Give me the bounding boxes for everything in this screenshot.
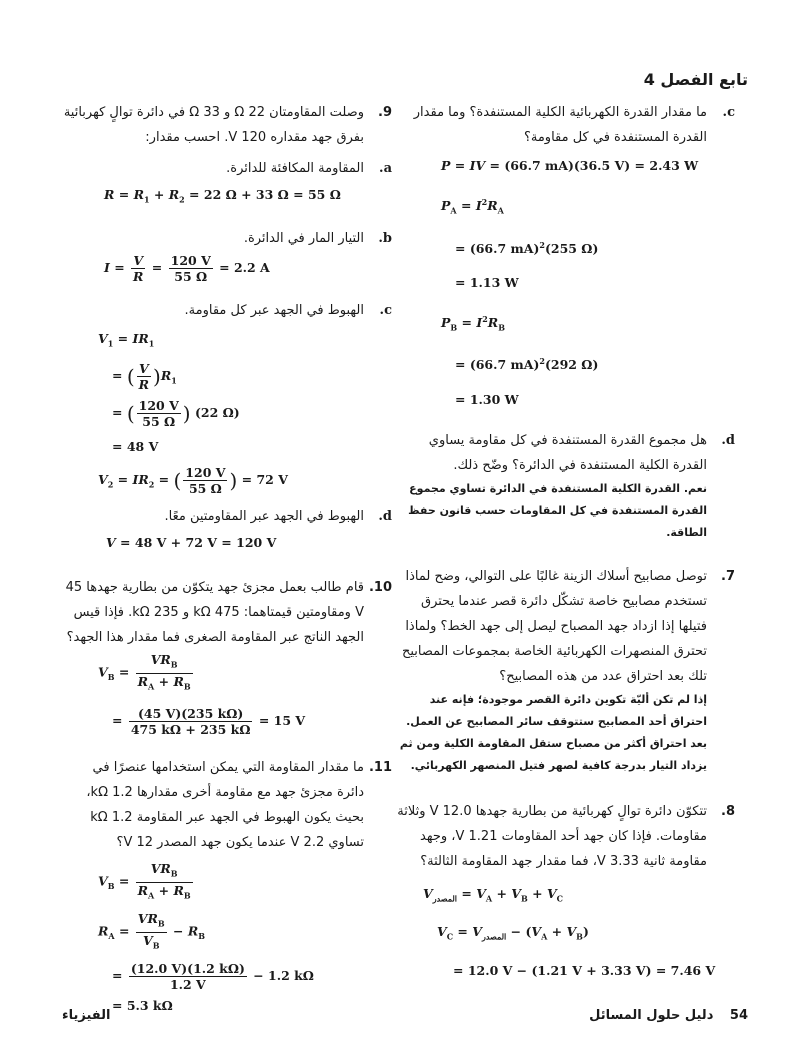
sub-letter: c. [722,105,735,120]
question-text: ما مقدار المقاومة التي يمكن استخدامها عنصرًا في دائرة مجزئ جهد مع مقاومة أخرى مقدارها 1.2 kΩ، بحيث يكون الهبوط في الجهد عبر المقاومة 1.2 kΩ تساوي 2.2 V عندما يكون جهد المصدر 12 V؟ [86,760,364,850]
equation-ra-result: = 5.3 kΩ [112,998,173,1013]
question-c [395,100,735,150]
equation-v1-step2: = ( $\frac{V}{R}$ )$R_1$ [112,361,177,392]
equation-vb-result: = $\frac{(45 V)(235 k\Omega)}{475 k\Omega + 235 k\Omega}$ = 15 V [112,706,306,737]
question-9c [62,298,392,323]
question-8 [395,799,735,874]
equation-pa: $P_A = I^2R_A$ [441,197,504,216]
question-text: قام طالب بعمل مجزئ جهد يتكوّن من بطارية جهدها 45 V ومقاومتين قيمتاهما: 475 kΩ و 235 kΩ. فإذا قيس الجهد الناتج عبر المقاومة الصغرى فما مقدار هذا الجهد؟ [65,580,364,645]
question-10 [62,575,392,650]
chapter-title: تابع الفصل 4 [643,70,748,89]
question-number: 9. [378,105,392,120]
page-number: 54 [729,1008,748,1023]
equation-vb-formula: $V_B$ = $\frac{VR_B}{R_A + R_B}$ [98,652,191,691]
equation-v1-step3: = ( $\frac{120 V}{55 \Omega}$ ) (22 Ω) [112,398,240,429]
question-text: الهبوط في الجهد عبر المقاومتين معًا. [164,509,364,524]
question-text: وصلت المقاومتان 22 Ω و 33 Ω في دائرة توالٍ كهربائية بفرق جهد مقداره 120 V. احسب مقدار: [63,105,364,145]
question-text: هل مجموع القدرة المستنفدة في كل مقاومة يساوي القدرة الكلية المستنفدة في الدائرة؟ وضّح ذلك. [428,432,707,473]
equation-block-8 [395,884,735,981]
equation-pb-result: = 1.30 W [455,391,519,407]
equation-v2: $V_2 = IR_2$ = ( $\frac{120 V}{55 \Omega}$ ) = 72 V [98,465,288,496]
equation-v1-result: = 48 V [112,439,159,454]
question-number: 11. [368,760,392,775]
question-text: المقاومة المكافئة للدائرة. [226,161,364,176]
question-number: 8. [721,803,735,819]
sub-letter: b. [378,230,392,246]
equation-pa-sub: = (66.7 mA)$^2$(255 Ω) [455,239,599,256]
equation-pb: $P_B = I^2R_B$ [441,313,505,333]
right-column [395,100,735,981]
equation-block-11 [62,861,392,1016]
equation-pb-sub: = (66.7 mA)$^2$(292 Ω) [455,356,599,373]
equation-vb-formula-2: $V_B$ = $\frac{VR_B}{R_A + R_B}$ [98,861,191,900]
equation-source: $V_{المصدر} = V_A + V_B + V_C$ [423,885,564,904]
sub-letter: c. [379,302,392,318]
question-9b [62,226,392,251]
footer-page-info [589,1008,748,1023]
footer-subject: الفيزياء [62,1008,111,1023]
book-title: دليل حلول المسائل [589,1008,714,1023]
equation-req: $R = R_1 + R_2 = 22$ Ω + 33 Ω = 55 Ω [104,187,341,205]
left-column [62,100,392,1016]
question-9 [62,100,392,150]
equation-v1: $V_1 = IR_1$ [98,330,155,348]
equation-vc: $V_C = V_{المصدر} - (V_A + V_B)$ [437,924,589,942]
sub-letter: a. [379,161,392,176]
question-9a [62,156,392,181]
equation-vc-result: = 12.0 V − (1.21 V + 3.33 V) = 7.46 V [453,962,716,978]
sub-letter: d. [378,509,392,524]
equation-vtotal: V = 48 V + 72 V = 120 V [106,535,277,550]
equation-ra-sub: = $\frac{(12.0 V)(1.2 k\Omega)}{1.2 V}$ − 1.2 kΩ [112,961,314,992]
question-11 [62,755,392,855]
question-text: توصل مصابيح أسلاك الزينة غالبًا على التوالي، وضح لماذا تستخدم مصابيح خاصة تشكّل دائرة قصر عندما يحترق فتيلها إذا ازداد جهد المصباح ليصل إلى جهد الخط؟ ولماذا تحترق المنصهرات الكهربائية الخاصة بمجموعات المصابيح تلك بعد احتراق عدد من هذه المصابيح؟ [401,568,707,684]
question-7 [395,564,735,689]
equation-block-10 [62,652,392,737]
equation-current: I = $\frac{V}{R}$ = $\frac{120 V}{55 \Omega}$ = 2.2 A [104,252,270,284]
equation-block-9c [62,329,392,497]
equation-ra: $R_A$ = $\frac{VR_B}{V_B}$ − $R_B$ [98,911,205,950]
question-text: التيار المار في الدائرة. [243,230,364,246]
question-text: الهبوط في الجهد عبر كل مقاومة. [184,302,364,318]
question-text: تتكوّن دائرة توالٍ كهربائية من بطارية جهدها 12.0 V وثلاثة مقاومات. فإذا كان جهد أحد المقاومات 1.21 V، وجهد مقاومة ثانية 3.33 V، فما مقدار جهد المقاومة الثالثة؟ [397,803,707,869]
sub-letter: d. [721,432,735,448]
equation-total-power: P = IV = (66.7 mA)(36.5 V) = 2.43 W [441,158,699,173]
question-d [395,428,735,478]
question-9d [62,504,392,529]
equation-pa-result: = 1.13 W [455,274,519,290]
equation-block-power [395,156,735,410]
answer-7: إذا لم تكن أليّة تكوين دائرة القصر موجودة؛ فإنه عند احتراق أحد المصابيح ستتوقف سائر المصابيح عن العمل. بعد احتراق أكثر من مصباح ستقل المقاومة الكلية ومن ثم يزداد التيار بدرجة كافية لصهر فتيل المنصهر الكهربائي. [399,692,707,772]
question-number: 10. [368,580,392,595]
answer-d: نعم. القدرة الكلية المستنفدة في الدائرة تساوي مجموع القدرة المستنفدة في كل المقاومات حسب قانون حفظ الطاقة. [408,481,707,539]
question-number: 7. [721,568,735,584]
question-text: ما مقدار القدرة الكهربائية الكلية المستنفدة؟ وما مقدار القدرة المستنفدة في كل مقاومة؟ [413,105,707,145]
